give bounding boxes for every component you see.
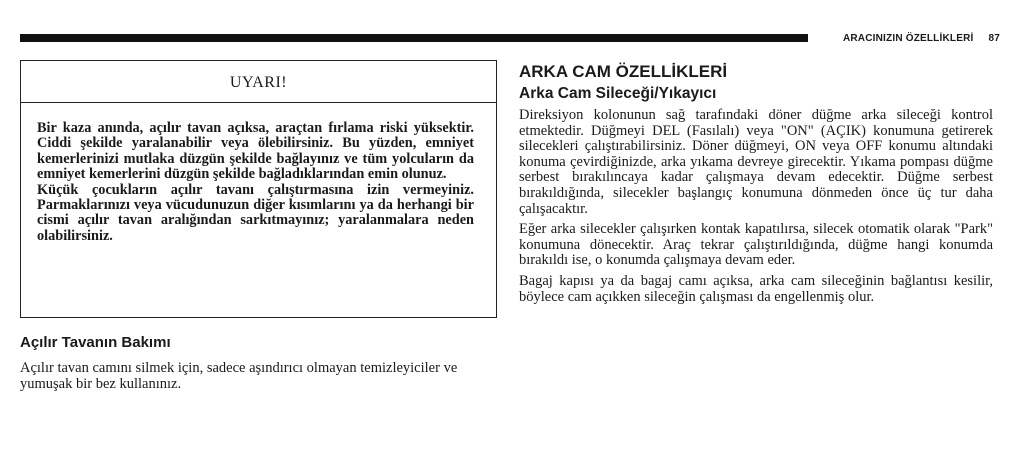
page-number: 87	[988, 33, 1000, 44]
rear-window-heading: ARKA CAM ÖZELLİKLERİ	[519, 62, 728, 81]
rear-wiper-subheading: Arka Cam Sileceği/Yıkayıcı	[519, 85, 717, 102]
sunroof-care-heading: Açılır Tavanın Bakımı	[20, 334, 171, 351]
section-title: ARACINIZIN ÖZELLİKLERİ	[842, 33, 974, 44]
warning-text	[21, 103, 496, 244]
warning-paragraph: Bir kaza anında, açılır tavan açıksa, araçtan fırlama riski yüksektir. Ciddi şekilde yaralanabilir veya ölebilirsiniz. Bu yüzden, emniyet kemerlerinizi mutlaka düzgün şekilde bağlayınız ve tüm yolcuların da emniyet kemerlerini düzgün şekilde bağladıklarından emin olunuz.	[37, 120, 474, 183]
rear-wiper-paragraph: Bagaj kapısı ya da bagaj camı açıksa, arka cam sileceğinin bağlantısı kesilir, böylece cam açıkken sileceğin çalışması da engellenmiş olur.	[519, 272, 993, 305]
warning-paragraph: Küçük çocukların açılır tavanı çalıştırmasına izin vermeyiniz. Parmaklarınızı veya vücudunuzun diğer kısımlarını ya da herhangi bir cismi açılır tavan aralığından sarkıtmayınız; yaralanmalara neden olabilirsiniz.	[37, 181, 474, 244]
rear-wiper-paragraph: Eğer arka silecekler çalışırken kontak kapatılırsa, silecek otomatik olarak "Park" konumuna dönecektir. Araç tekrar çalıştırıldığında, düğme hangi konumda bırakıldı ise, o konumda çalışmaya devam eder.	[519, 221, 993, 269]
running-header	[843, 33, 1000, 44]
header-rule	[20, 34, 808, 42]
warning-title: UYARI!	[21, 61, 496, 103]
rear-window-section	[519, 62, 993, 310]
sunroof-care-body	[20, 360, 495, 392]
warning-box	[20, 60, 497, 318]
rear-wiper-paragraph: Direksiyon kolonunun sağ tarafındaki döner düğme arka sileceği kontrol etmektedir. Düğmeyi DEL (Fasılalı) veya "ON" (AÇIK) konumuna getirerek silecekleri çalıştırabilirsiniz. Döner düğmeyi, ON veya OFF konumu altındaki konuma çevirdiğinizde, arka yıkama devreye girecektir. Yıkama pompası düğme serbest bırakılıncaya kadar çalışmaya devam edecektir. Düğme serbest bırakıldığında, silecekler başlangıç konumuna dönmeden önce üç tur daha çalışacaktır.	[519, 107, 993, 217]
sunroof-care-paragraph: Açılır tavan camını silmek için, sadece aşındırıcı olmayan temizleyiciler ve yumuşak bir bez kullanınız.	[20, 360, 458, 392]
